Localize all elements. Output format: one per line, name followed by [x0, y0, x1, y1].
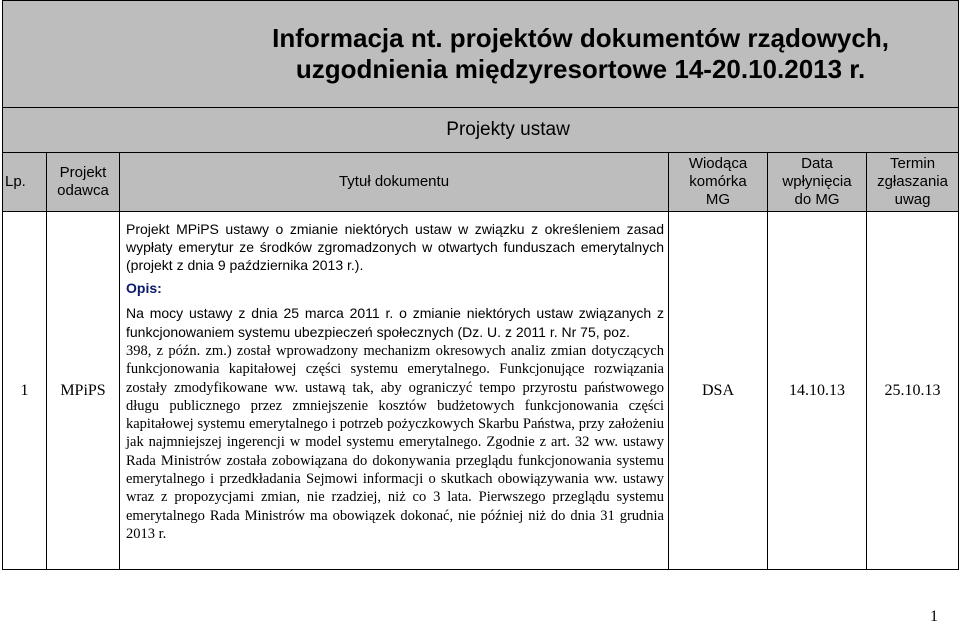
title-line-1: Informacja nt. projektów dokumentów rządowych,	[272, 23, 889, 53]
document-title-text: Projekt MPiPS ustawy o zmianie niektórych ustaw w związku z określeniem zasad wypłaty emerytur ze środków zgromadzonych w otwartych funduszach emerytalnych (projekt z dnia 9 października 2013 r.).	[126, 221, 664, 273]
row-lp: 1	[3, 212, 47, 570]
documents-table	[2, 0, 959, 570]
title-line-2: uzgodnienia międzyresortowe 14-20.10.2013 r.	[295, 54, 866, 84]
header-termin: Termin zgłaszania uwag	[867, 153, 959, 212]
header-lp: Lp.	[3, 153, 47, 212]
header-projektodawca: Projekt odawca	[47, 153, 120, 212]
opis-text-part2: 398, z późn. zm.) został wprowadzony mechanizm okresowych analiz zmian dotyczących funkcjonowania kapitałowej części systemu emerytalnego. Funkcjonujące rozwiązania zostały zmodyfikowane ww. ustawą tak, aby ograniczyć tempo przyrostu państwowego długu publicznego przez zmniejszenie kosztów budżetowych funkcjonowania części kapitałowej systemu emerytalnego i potrzeb pożyczkowych Skarbu Państwa, przy założeniu jak najmniejszej ingerencji w model systemu emerytalnego. Zgodnie z art. 32 ww. ustawy Rada Ministrów została zobowiązana do dokonywania przeglądu funkcjonowania systemu emerytalnego i przedkładania Sejmowi informacji o skutkach obowiązywania ww. ustawy wraz z propozycjami zmian, nie rzadziej, niż co 3 lata. Pierwszego przeglądu systemu emerytalnego Rada Ministrów ma obowiązek dokonać, nie później niż do dnia 31 grudnia 2013 r.	[126, 343, 664, 542]
row-projektodawca: MPiPS	[47, 212, 120, 570]
table-row	[3, 212, 959, 570]
row-data: 14.10.13	[768, 212, 867, 570]
row-wiodaca: DSA	[669, 212, 768, 570]
row-document	[120, 212, 669, 570]
row-termin: 25.10.13	[867, 212, 959, 570]
header-wiodaca: Wiodąca komórka MG	[669, 153, 768, 212]
header-row	[3, 153, 959, 212]
page-number: 1	[930, 608, 938, 625]
opis-label: Opis:	[126, 280, 162, 296]
header-tytul: Tytuł dokumentu	[120, 153, 669, 212]
document-title	[3, 1, 959, 108]
section-heading: Projekty ustaw	[3, 108, 959, 153]
opis-text-part1: Na mocy ustawy z dnia 25 marca 2011 r. o zmianie niektórych ustaw związanych z funkcjonowaniem systemu ubezpieczeń społecznych (Dz. U. z 2011 r. Nr 75, poz.	[126, 305, 664, 340]
header-data: Data wpłynięcia do MG	[768, 153, 867, 212]
